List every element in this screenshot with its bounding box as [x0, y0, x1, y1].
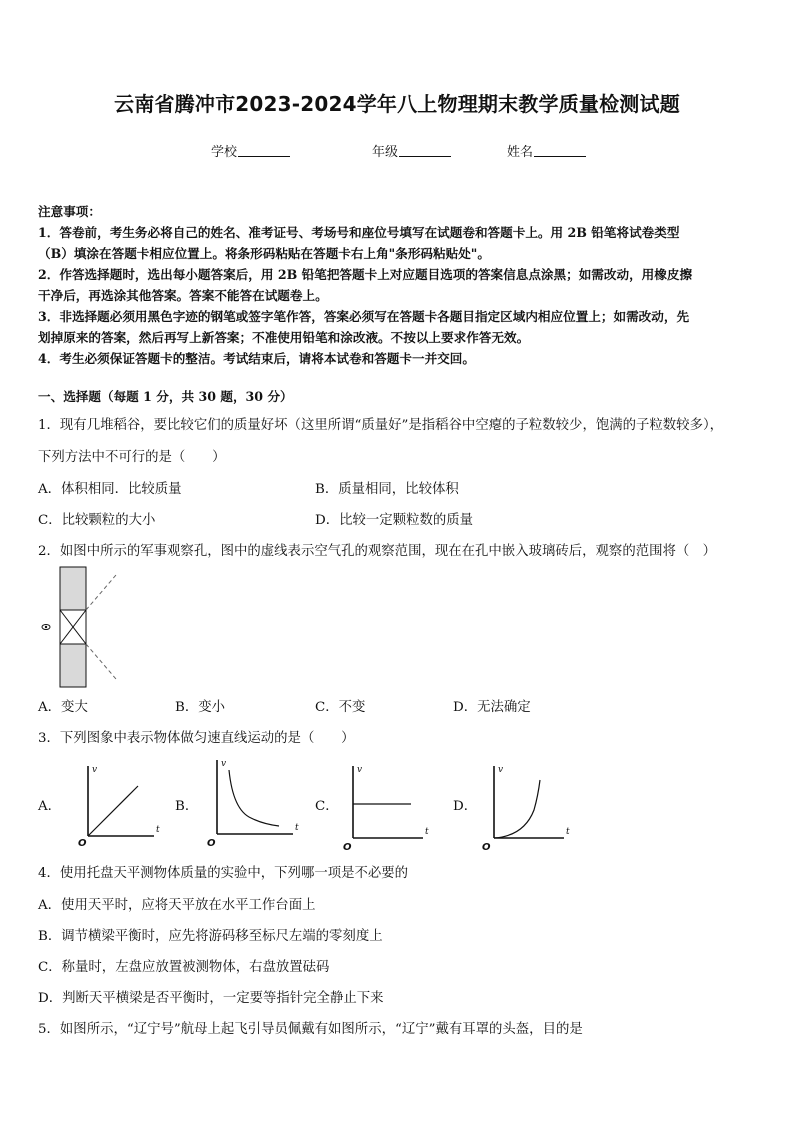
question-3-option-a-label: A． — [38, 799, 62, 814]
graph-b-origin-label: O — [207, 838, 216, 849]
question-1-option-d: D．比较一定颗粒数的质量 — [315, 513, 474, 528]
grade-blank — [399, 144, 451, 157]
notes-line: （B）填涂在答题卡相应位置上。将条形码粘贴在答题卡右上角"条形码粘贴处"。 — [38, 246, 490, 261]
graph-c-v-label: v — [357, 765, 363, 775]
graph-b — [205, 758, 305, 848]
question-2-stem: 2．如图中所示的军事观察孔，图中的虚线表示空气孔的观察范围，现在在孔中嵌入玻璃砖后，观察的范围将（ ） — [38, 544, 717, 559]
graph-c-t-label: t — [425, 827, 429, 837]
notes-line: 3．非选择题必须用黑色字迹的钢笔或签字笔作答，答案必须写在答题卡各题目指定区域内相应位置上；如需改动，先 — [38, 309, 690, 324]
graph-b-t-label: t — [295, 823, 299, 833]
question-3-stem: 3．下列图象中表示物体做匀速直线运动的是（ ） — [38, 731, 355, 746]
question-5-stem: 5．如图所示，“辽宁号”航母上起飞引导员佩戴有如图所示，“辽宁”戴有耳罩的头盔，目的是 — [38, 1022, 583, 1037]
sight-line-lower — [86, 644, 116, 679]
graph-a-v-label: v — [92, 765, 98, 775]
graph-d-v-label: v — [498, 765, 504, 775]
grade-label: 年级 — [372, 145, 399, 160]
question-4-option-c: C．称量时，左盘应放置被测物体，右盘放置砝码 — [38, 960, 330, 975]
question-1-stem: 1．现有几堆稻谷，要比较它们的质量好坏（这里所谓“质量好”是指稻谷中空瘪的子粒数较少，饱满的子粒数较多）， — [38, 418, 724, 433]
wall-upper — [60, 567, 86, 610]
notes-line: 2．作答选择题时，选出每小题答案后，用 2B 铅笔把答题卡上对应题目选项的答案信息点涂黑；如需改动，用橡皮擦 — [38, 267, 693, 282]
graph-c — [343, 758, 438, 853]
name-field — [507, 141, 586, 160]
question-2-option-c: C．不变 — [315, 700, 366, 715]
graph-a-origin-label: O — [78, 838, 87, 849]
graph-d-origin-label: O — [482, 842, 491, 853]
question-3-option-c-label: C． — [315, 799, 339, 814]
question-2-option-d: D．无法确定 — [453, 700, 531, 715]
school-field — [211, 141, 290, 160]
question-2-option-b: B．变小 — [175, 700, 226, 715]
question-4-option-a: A．使用天平时，应将天平放在水平工作台面上 — [38, 898, 316, 913]
graph-d — [482, 758, 577, 853]
graph-d-t-label: t — [566, 827, 570, 837]
notes-line: 划掉原来的答案，然后再写上新答案；不准使用铅笔和涂改液。不按以上要求作答无效。 — [38, 330, 530, 345]
sight-line-upper — [86, 575, 116, 610]
notes-line: 1．答卷前，考生务必将自己的姓名、准考证号、考场号和座位号填写在试题卷和答题卡上。用 2B 铅笔将试卷类型 — [38, 225, 680, 240]
question-3-option-d-label: D． — [453, 799, 478, 814]
school-label: 学校 — [211, 145, 238, 160]
graph-a-curve — [88, 786, 138, 836]
graph-a — [76, 758, 166, 848]
notes-line: 干净后，再选涂其他答案。答案不能答在试题卷上。 — [38, 288, 328, 303]
question-1-stem-cont: 下列方法中不可行的是（ ） — [38, 450, 226, 465]
question-2-option-a: A．变大 — [38, 700, 88, 715]
graph-d-curve — [494, 780, 540, 838]
grade-field — [372, 141, 451, 160]
notes-line: 4．考生必须保证答题卡的整洁。考试结束后，请将本试卷和答题卡一并交回。 — [38, 351, 475, 366]
notes-heading: 注意事项： — [38, 204, 101, 219]
page-title: 云南省腾冲市2023-2024学年八上物理期末教学质量检测试题 — [114, 92, 680, 116]
question-1-option-c: C．比较颗粒的大小 — [38, 513, 156, 528]
wall-lower — [60, 644, 86, 687]
question-4-option-b: B．调节横梁平衡时，应先将游码移至标尺左端的零刻度上 — [38, 929, 383, 944]
question-1-option-b: B．质量相同，比较体积 — [315, 482, 459, 497]
observation-hole-figure — [38, 565, 128, 690]
name-blank — [534, 144, 586, 157]
graph-a-t-label: t — [156, 825, 160, 835]
question-4-stem: 4．使用托盘天平测物体质量的实验中，下列哪一项是不必要的 — [38, 866, 409, 881]
graph-b-curve — [229, 770, 279, 826]
question-3-option-b-label: B． — [175, 799, 199, 814]
eye-icon — [42, 625, 50, 630]
graph-c-origin-label: O — [343, 842, 352, 853]
graph-b-v-label: v — [221, 759, 227, 769]
name-label: 姓名 — [507, 145, 534, 160]
section-heading: 一、选择题（每题 1 分，共 30 题，30 分） — [38, 389, 293, 404]
question-4-option-d: D．判断天平横梁是否平衡时，一定要等指针完全静止下来 — [38, 991, 384, 1006]
school-blank — [238, 144, 290, 157]
question-1-option-a: A．体积相同．比较质量 — [38, 482, 182, 497]
